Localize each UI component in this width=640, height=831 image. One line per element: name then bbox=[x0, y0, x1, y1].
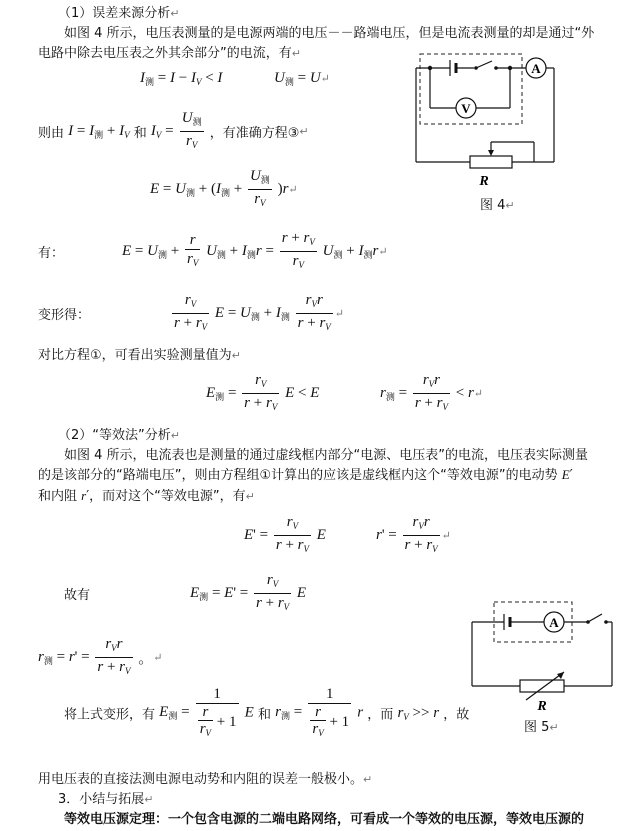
svg-text:R: R bbox=[537, 699, 547, 714]
variable-resistor-icon bbox=[520, 680, 564, 692]
paragraph-rewrite: 将上式变形，有 $E_测$ = 1 $\frac{r}{r_V}$ + 1 E 和 $r_测$ = 1 $\frac{r}{r_V}$ + 1 r ，而 $r_V >> r$ ，故 bbox=[64, 686, 470, 738]
paragraph-theorem: 等效电压源定理：一个包含电源的二端电路网络，可看成一个等效的电压源，等效电压源的 bbox=[64, 812, 585, 827]
equation-equivalent-emf: E' = $\frac{r_V}{r + r_V}$ E bbox=[244, 514, 326, 554]
figure-5-circuit bbox=[464, 596, 620, 716]
equation-measured-resistance: $r_测$ = $\frac{r_Vr}{r + r_V}$ < r↵ bbox=[380, 372, 484, 412]
paragraph-2-line-2: 的是该部分的“路端电压”，则由方程组①计算出的应该是虚线框内这个“等效电源”的电动势 E′ bbox=[38, 467, 573, 483]
equation-transformed: $\frac{r_V}{r + r_V}$ $E = U_测 + I_测$ $\frac{r_Vr}{r + r_V}$ ↵ bbox=[174, 292, 345, 332]
equation-emf-result: $E_测 = E'$ = $\frac{r_V}{r + r_V}$ E bbox=[190, 572, 307, 612]
equation-3: $E = U_测 + (I_测$ + $\frac{U_测}{r_V}$ )r↵ bbox=[150, 168, 298, 208]
svg-text:A: A bbox=[531, 61, 541, 76]
figure-5-caption: 图 5↵ bbox=[524, 720, 559, 735]
figure-4-caption: 图 4↵ bbox=[480, 198, 515, 213]
svg-text:V: V bbox=[461, 101, 471, 116]
figure-4-circuit bbox=[404, 40, 564, 220]
section-heading-1: （1）误差来源分析↵ bbox=[58, 6, 180, 21]
rheostat-icon bbox=[470, 156, 512, 168]
equation-resistance-result: $r_测 = r'$ = $\frac{r_Vr}{r + r_V}$ 。↵ bbox=[38, 636, 163, 676]
equation-expanded: $E = U_测$ + $\frac{r}{r_V}$ $U_测 + I_测r$ = $\frac{r + r_V}{r_V}$ $U_测$ + $I_测r↵$ bbox=[122, 230, 388, 270]
equation-voltage-relation: $U_测$ = U↵ bbox=[274, 70, 330, 87]
label-you: 有： bbox=[38, 246, 65, 261]
paragraph-2-line-1: 如图 4 所示，电流表也是测量的通过虚线框内部分“电源、电压表”的电流，电压表实际测量 bbox=[64, 448, 589, 463]
paragraph-exact-equation: 则由 $I = I_测 + I_V$ 和 $I_V$ = $\frac{U_测}{r_V}$ ，有准确方程③↵ bbox=[38, 110, 309, 150]
paragraph-2-line-3: 和内阻 r′，而对这个“等效电源”，有↵ bbox=[38, 488, 255, 504]
paragraph-conclusion: 用电压表的直接法测电源电动势和内阻的误差一般极小。↵ bbox=[38, 772, 373, 787]
label-guyou: 故有 bbox=[64, 588, 91, 603]
svg-text:A: A bbox=[549, 615, 559, 630]
section-heading-3: 3．小结与拓展↵ bbox=[58, 792, 154, 807]
paragraph-1-line-2: 电路中除去电压表之外其余部分”的电流，有↵ bbox=[38, 46, 301, 61]
equation-equivalent-resistance: r' = $\frac{r_Vr}{r + r_V}$ ↵ bbox=[376, 514, 451, 554]
equation-current-relation: $I_测 = I - I_V < I$ bbox=[140, 70, 223, 87]
equation-measured-emf: $E_测$ = $\frac{r_V}{r + r_V}$ E < E bbox=[206, 372, 320, 412]
svg-text:R: R bbox=[479, 174, 489, 189]
paragraph-compare: 对比方程①，可看出实验测量值为↵ bbox=[38, 348, 241, 363]
paragraph-1-line-1: 如图 4 所示，电压表测量的是电源两端的电压－－路端电压，但是电流表测量的却是通过“外 bbox=[64, 26, 595, 41]
label-transform: 变形得： bbox=[38, 308, 91, 323]
section-heading-2: （2）“等效法”分析↵ bbox=[58, 428, 180, 443]
